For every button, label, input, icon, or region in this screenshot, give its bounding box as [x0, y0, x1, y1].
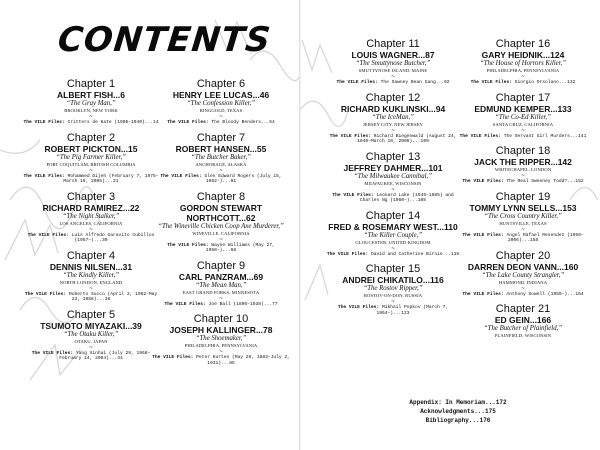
chapter-title: GORDON STEWART NORTHCOTT...62 [179, 202, 263, 223]
divider: ~ [89, 344, 93, 351]
chapter-title: RICHARD KUKLINSKI...94 [340, 103, 446, 114]
chapter-title: JEFFREY DAHMER...101 [343, 162, 443, 173]
vile-files-line [22, 120, 160, 126]
vile-text: David and Catherine Birnie...115 [368, 251, 460, 257]
vile-text: Roberto Succo (April 3, 1962–May 23, 1988)...38 [66, 291, 158, 302]
chapter-number: Chapter 11 [366, 38, 420, 50]
divider: ~ [89, 114, 93, 120]
chapter-title: GARY HEIDNIK...124 [481, 50, 565, 60]
divider: ~ [521, 173, 525, 179]
chapter-nickname: “The Lake County Strangler,” [481, 271, 565, 279]
chapter-title: ED GEIN...166 [494, 315, 552, 325]
vile-label: The VILE Files: [462, 291, 504, 297]
vile-files-line [324, 252, 462, 258]
chapter-title: RICHARD RAMIREZ...22 [42, 202, 140, 213]
chapter-nickname: “The Killer Couple,” [363, 231, 423, 239]
acknowledgments-link[interactable]: Acknowledgments...175 [420, 408, 496, 415]
chapter-title: ROBERT PICKTON...15 [44, 143, 138, 154]
vile-files-line [152, 355, 290, 366]
chapter-number: Chapter 20 [495, 249, 551, 262]
divider: ~ [521, 285, 525, 292]
vile-files-line [152, 120, 290, 126]
vile-label: The VILE Files: [337, 305, 380, 310]
divider: ~ [89, 167, 93, 174]
chapter-nickname: “The Milwaukee Cannibal,” [354, 172, 432, 180]
chapter-nickname: “The Kindly Killer,” [62, 271, 120, 279]
chapter-nickname: “The Night Stalker,” [62, 212, 120, 220]
column-2 [152, 78, 290, 372]
vile-text: The Bloody Benders...54 [208, 120, 275, 125]
divider: ~ [219, 236, 223, 243]
vile-files-line [152, 174, 290, 185]
vile-files-line [324, 134, 462, 145]
vile-label: The VILE Files: [336, 80, 378, 85]
chapter-title: ALBERT FISH...6 [56, 90, 125, 100]
vile-label: The VILE Files: [160, 173, 202, 179]
chapter-number: Chapter 1 [66, 78, 116, 90]
chapter-number: Chapter 5 [66, 308, 116, 321]
chapter-location: NORTH LONDON, ENGLAND [59, 279, 123, 285]
chapter-location: PHILADELPHIA, PENNSYLVANIA [184, 343, 258, 348]
chapter-location: HAMMOND, INDIANA [498, 279, 548, 285]
vile-files-line [454, 134, 592, 140]
chapter-number: Chapter 17 [495, 91, 551, 104]
chapter-number: Chapter 14 [365, 209, 421, 222]
divider: ~ [391, 245, 395, 252]
vile-label: The VILE Files: [31, 350, 74, 356]
vile-label: The VILE Files: [23, 173, 65, 179]
chapter-number: Chapter 8 [196, 190, 246, 203]
chapter-location: PHILADELPHIA, PENNSYLVANIA [486, 68, 560, 73]
vile-files-line [152, 243, 290, 254]
chapter-location: LOS ANGELES, CALIFORNIA [59, 220, 123, 226]
chapter-title: ANDREI CHIKATILO...116 [342, 275, 444, 285]
chapter-location: WINEVILLE, CALIFORNIA [192, 230, 250, 236]
toc-entry-chapter-9[interactable] [152, 260, 290, 308]
toc-entry-chapter-4[interactable] [22, 250, 160, 303]
chapter-nickname: “The House of Horrors Killer,” [479, 60, 567, 67]
chapter-location: EAST GRAND FORKS, MINNESOTA [182, 289, 260, 295]
vile-label: The VILE Files: [462, 232, 504, 238]
vile-label: The VILE Files: [332, 192, 374, 198]
vile-files-line [454, 80, 592, 86]
toc-entry-chapter-13[interactable] [324, 151, 462, 204]
vile-text: Luis Alfredo Garavito Cubillos (1957–)...30 [68, 232, 155, 243]
chapter-location: JERSEY CITY, NEW JERSEY [363, 121, 423, 127]
divider: ~ [521, 127, 525, 134]
column-1 [22, 78, 160, 368]
vile-label: The VILE Files: [326, 251, 369, 257]
column-4 [454, 38, 592, 345]
chapter-number: Chapter 15 [365, 263, 421, 275]
vile-text: Richard Biegenwald (August 24, 1940–March 10, 2008)...100 [357, 133, 457, 144]
chapter-number: Chapter 21 [495, 303, 551, 315]
chapter-location: PLAINFIELD, WISCONSIN [494, 333, 552, 338]
vile-label: The VILE Files: [27, 232, 69, 238]
chapter-number: Chapter 9 [196, 259, 246, 272]
chapter-location: SMUTTYNOSE ISLAND, MAINE [358, 68, 428, 73]
toc-entry-chapter-18[interactable] [454, 145, 592, 185]
chapter-nickname: “The Cross Country Killer,” [484, 212, 562, 220]
vile-files-line [152, 302, 290, 308]
vile-label: The VILE Files: [459, 133, 501, 139]
vile-label: The VILE Files: [470, 80, 512, 85]
divider: ~ [219, 349, 223, 355]
chapter-number: Chapter 3 [66, 190, 116, 203]
vile-text: Leonard Lake (1945–1985) and Charles Ng (1960–)...108 [359, 192, 454, 203]
chapter-number: Chapter 19 [495, 190, 551, 203]
chapter-number: Chapter 13 [365, 150, 421, 163]
vile-label: The VILE Files: [167, 242, 209, 248]
divider: ~ [391, 299, 395, 305]
divider: ~ [391, 186, 395, 193]
chapter-title: DARREN DEON VANN...160 [467, 261, 579, 272]
divider: ~ [219, 114, 223, 120]
vile-files-line [454, 292, 592, 298]
toc-entry-chapter-1[interactable] [22, 78, 160, 126]
appendix-link[interactable]: Appendix: In Memoriam...172 [409, 399, 507, 406]
toc-entry-chapter-19[interactable] [454, 191, 592, 244]
chapter-location: PORT COQUITLAM, BRITISH COLUMBIA [46, 161, 136, 167]
chapter-location: BROOKLYN, NEW YORK [64, 108, 118, 113]
chapter-location: OTAKU, JAPAN [74, 338, 108, 344]
chapter-number: Chapter 16 [495, 38, 551, 50]
vile-label: The VILE Files: [24, 291, 67, 297]
chapter-number: Chapter 6 [196, 78, 246, 90]
divider: ~ [521, 226, 525, 233]
chapter-nickname: “The Mean Man,” [195, 281, 247, 289]
chapter-location: MILWAUKEE, WISCONSIN [364, 180, 422, 186]
chapter-nickname: “The Otaku Killer,” [63, 330, 119, 338]
back-matter [358, 398, 558, 425]
chapter-location: SANTA CRUZ, CALIFORNIA [492, 121, 554, 127]
vile-label: The VILE Files: [164, 301, 206, 307]
chapter-title: FRED & ROSEMARY WEST...110 [328, 221, 458, 232]
chapter-title: JACK THE RIPPER...142 [474, 157, 572, 167]
toc-entry-chapter-16[interactable] [454, 38, 592, 86]
chapter-nickname: “The Wineville Chicken Coop Axe Murderer,” [158, 222, 284, 230]
chapter-number: Chapter 10 [193, 313, 249, 325]
vile-files-line [22, 351, 160, 362]
toc-entry-chapter-11[interactable] [324, 38, 462, 86]
divider: ~ [391, 74, 395, 80]
chapter-location: WHITECHAPEL, LONDON [494, 167, 552, 172]
vile-files-line [324, 193, 462, 204]
vile-text: Angel Rafael Resendez (1959–2006)...158 [503, 232, 584, 243]
chapter-location: ANCHORAGE, ALASKA [195, 161, 247, 167]
toc-entry-chapter-10[interactable] [152, 313, 290, 366]
chapter-nickname: “The IceMan,” [372, 113, 414, 121]
chapter-nickname: “The Confession Killer,” [186, 100, 256, 107]
toc-entry-chapter-6[interactable] [152, 78, 290, 126]
vile-files-line [324, 80, 462, 86]
vile-label: The VILE Files: [462, 179, 504, 184]
vile-files-line [22, 174, 160, 185]
chapter-nickname: “The Shoemaker,” [195, 335, 247, 342]
divider: ~ [219, 167, 223, 174]
toc-entry-chapter-7[interactable] [152, 132, 290, 185]
vile-text: Mikhail Popkov (March 7, 1964–)...123 [376, 305, 449, 316]
chapter-location: ROSTOV-ON-DON, RUSSIA [363, 293, 423, 298]
chapter-number: Chapter 4 [66, 249, 116, 262]
vile-text: Anthony Sowell (1959–)...164 [503, 291, 584, 297]
vile-text: The Real Sweeney Todd?...152 [503, 179, 584, 184]
divider: ~ [219, 295, 223, 302]
vile-label: The VILE Files: [167, 120, 209, 125]
chapter-location: GLOUCESTER, UNITED KINGDOM [355, 239, 431, 245]
column-3 [324, 38, 462, 322]
vile-files-line [324, 305, 462, 316]
vile-text: The Sawney Bean Gang...92 [377, 80, 450, 85]
chapter-number: Chapter 2 [66, 131, 116, 144]
right-page [300, 0, 600, 450]
toc-entry-chapter-17[interactable] [454, 92, 592, 140]
vile-files-line [22, 233, 160, 244]
chapter-title: DENNIS NILSEN...31 [49, 261, 133, 272]
chapter-title: TSUMOTO MIYAZAKI...39 [40, 320, 142, 331]
divider: ~ [521, 74, 525, 80]
chapter-number: Chapter 18 [495, 145, 551, 157]
vile-label: The VILE Files: [23, 120, 65, 125]
vile-text: Joe Ball (1896–1938)...77 [205, 301, 278, 307]
divider: ~ [89, 285, 93, 292]
toc-entry-chapter-20[interactable] [454, 250, 592, 298]
chapter-title: CARL PANZRAM...69 [178, 271, 264, 282]
vile-text: Critters de Kate (1905–1940)...14 [64, 120, 159, 125]
toc-entry-chapter-3[interactable] [22, 191, 160, 244]
toc-entry-chapter-15[interactable] [324, 263, 462, 316]
vile-label: The VILE Files: [329, 133, 371, 139]
vile-text: The Servant Girl Murders...141 [500, 133, 587, 139]
chapter-nickname: “The Smuttynose Butcher,” [355, 60, 431, 67]
vile-text: Glen Edward Rogers (July 15, 1962–)...61 [201, 173, 282, 184]
toc-entry-chapter-5[interactable] [22, 309, 160, 362]
chapter-title: ROBERT HANSEN...55 [175, 143, 267, 154]
chapter-nickname: “The Rostov Ripper,” [363, 285, 423, 292]
chapter-nickname: “The Co-Ed Killer,” [495, 113, 551, 121]
toc-entry-chapter-14[interactable] [324, 210, 462, 258]
vile-files-line [22, 292, 160, 303]
chapter-number: Chapter 12 [365, 91, 421, 104]
chapter-number: Chapter 7 [196, 131, 246, 144]
vile-text: Giorgio Orsolano...132 [511, 80, 576, 85]
chapter-nickname: “The Gray Man,” [66, 100, 116, 107]
bibliography-link[interactable]: Bibliography...176 [425, 417, 491, 424]
chapter-location: RINGGOLD, TEXAS [199, 108, 243, 113]
divider: ~ [391, 127, 395, 134]
vile-text: Wayne Williams (May 27, 1958–)...68 [205, 242, 275, 253]
chapter-title: JOSEPH KALLINGER...78 [169, 325, 273, 335]
chapter-nickname: “The Butcher of Plainfield,” [483, 325, 563, 332]
chapter-title: HENRY LEE LUCAS...46 [172, 90, 270, 100]
vile-files-line [454, 179, 592, 185]
chapter-title: EDMUND KEMPER...133 [474, 103, 572, 114]
chapter-title: LOUIS WAGNER...87 [351, 50, 435, 60]
vile-text: Mohammed Dijeh (February 7, 1975–March 16, 2005)...21 [63, 173, 159, 184]
chapter-location: HUNTSVILLE, TEXAS [499, 220, 547, 226]
toc-entry-chapter-12[interactable] [324, 92, 462, 145]
page-title: CONTENTS [55, 20, 273, 60]
chapter-title: TOMMY LYNN SELLS...153 [469, 202, 577, 213]
divider: ~ [89, 226, 93, 233]
toc-entry-chapter-2[interactable] [22, 132, 160, 185]
chapter-nickname: “The Butcher Baker,” [191, 153, 251, 161]
vile-text: Peter Kurten (May 26, 1883–July 2, 1931)...85 [193, 355, 290, 366]
vile-files-line [454, 233, 592, 244]
toc-entry-chapter-21[interactable] [454, 303, 592, 339]
toc-entry-chapter-8[interactable] [152, 191, 290, 254]
chapter-nickname: “The Pig Farmer Killer,” [56, 153, 126, 161]
vile-label: The VILE Files: [152, 355, 194, 360]
vile-text: Yang Xinhai (July 29, 1968–February 14, 2004)...44 [59, 350, 151, 361]
